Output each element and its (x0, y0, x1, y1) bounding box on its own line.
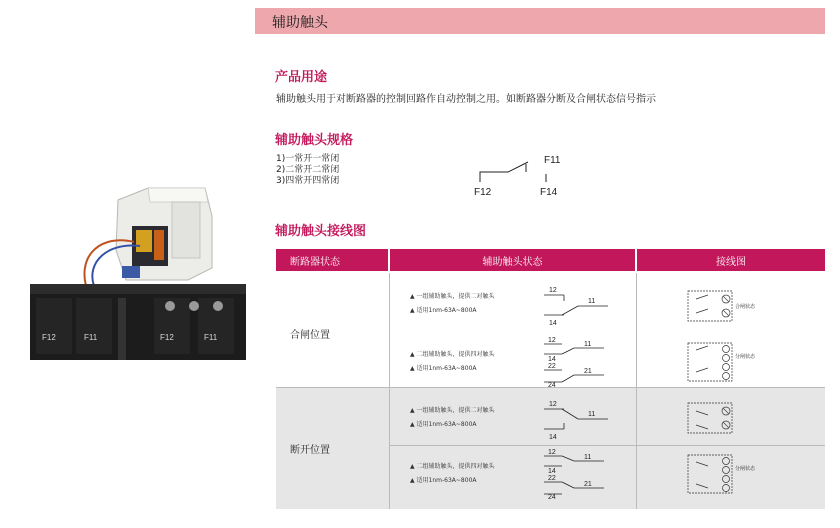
set-range: 适用1nm-63A~800A (416, 421, 477, 428)
terminal: 21 (584, 481, 592, 488)
terminal: 14 (549, 434, 557, 441)
set-desc: 二组辅助触头，提供四对触头 (416, 351, 495, 358)
terminal: 24 (548, 494, 556, 499)
terminal: 24 (548, 382, 556, 387)
terminal: 22 (548, 475, 556, 482)
terminal: 11 (588, 298, 596, 305)
wiring-diagram (686, 453, 761, 495)
symbol-f11: F11 (544, 155, 561, 166)
symbol-f12: F12 (474, 187, 492, 198)
spec-item: 1)一常开一常闭 (276, 154, 340, 164)
terminal: 14 (548, 468, 556, 475)
spec-item: 3)四常开四常闭 (276, 176, 340, 186)
terminal: 11 (584, 454, 592, 461)
contact-switch-diagram (544, 281, 634, 331)
terminal: 14 (549, 320, 557, 327)
set-desc: 二组辅助触头，提供四对触头 (416, 463, 495, 470)
wiring-diagram (686, 285, 761, 327)
diagram-label: 分闸状态 (735, 354, 756, 360)
column-divider (636, 273, 637, 509)
spec-title: 辅助触头规格 (275, 133, 354, 148)
wiring-diagram (686, 341, 761, 383)
wiring-title: 辅助触头接线图 (275, 224, 367, 239)
set-range: 适用1nm-63A~800A (416, 365, 477, 372)
terminal: 12 (549, 287, 557, 294)
set-range: 适用1nm-63A~800A (416, 477, 477, 484)
usage-text: 辅助触头用于对断路器的控制回路作自动控制之用。如断路器分断及合闸状态信号指示 (276, 94, 656, 105)
contact-set-2-open: ▲ 二组辅助触头，提供四对触头 ▲ 适用1nm-63A~800A 12 11 14 22 21 24 (402, 449, 632, 499)
contact-switch-diagram (544, 337, 634, 387)
spec-item: 2)二常开二常闭 (276, 165, 340, 175)
terminal: 14 (548, 356, 556, 363)
state-closed: 合闸位置 (290, 330, 330, 341)
terminal-label: F11 (84, 333, 98, 342)
contact-set-1-open: ▲ 一组辅助触头，提供二对触头 ▲ 适用1nm-63A~800A 12 11 14 (402, 395, 632, 445)
contact-switch-diagram (544, 449, 634, 499)
wiring-table (276, 249, 825, 509)
usage-title: 产品用途 (275, 70, 328, 85)
terminal: 21 (584, 368, 592, 375)
terminal-label: F11 (204, 333, 218, 342)
symbol-f14: F14 (540, 187, 558, 198)
diagram-label: 分闸状态 (735, 466, 756, 472)
state-open: 断开位置 (290, 445, 330, 456)
terminal: 12 (548, 449, 556, 456)
header-bar (255, 8, 825, 34)
terminal: 12 (548, 337, 556, 344)
page-title: 辅助触头 (272, 15, 328, 31)
terminal: 11 (588, 411, 596, 418)
set-range: 适用1nm-63A~800A (416, 307, 477, 314)
wiring-diagram (686, 397, 761, 439)
terminal: 11 (584, 341, 592, 348)
sub-row-divider (390, 445, 825, 446)
terminal: 22 (548, 363, 556, 370)
terminal-label: F12 (42, 333, 56, 342)
set-desc: 一组辅助触头，提供二对触头 (416, 293, 495, 300)
set-desc: 一组辅助触头，提供二对触头 (416, 407, 495, 414)
column-divider (389, 273, 390, 509)
col-header-wiring: 接线图 (637, 249, 825, 271)
spec-list (276, 154, 339, 187)
terminal: 12 (549, 401, 557, 408)
col-header-contact-state: 辅助触头状态 (390, 249, 635, 271)
terminal-label: F12 (160, 333, 174, 342)
diagram-label: 合闸状态 (735, 304, 756, 310)
contact-set-2: ▲ 二组辅助触头，提供四对触头 ▲ 适用1nm-63A~800A 12 11 14 22 21 24 (402, 337, 632, 387)
product-image (30, 180, 252, 365)
contact-switch-diagram (544, 395, 634, 445)
col-header-breaker-state: 断路器状态 (276, 249, 388, 271)
contact-symbol (470, 150, 590, 200)
contact-set-1: ▲ 一组辅助触头，提供二对触头 ▲ 适用1nm-63A~800A 12 11 14 (402, 281, 632, 331)
